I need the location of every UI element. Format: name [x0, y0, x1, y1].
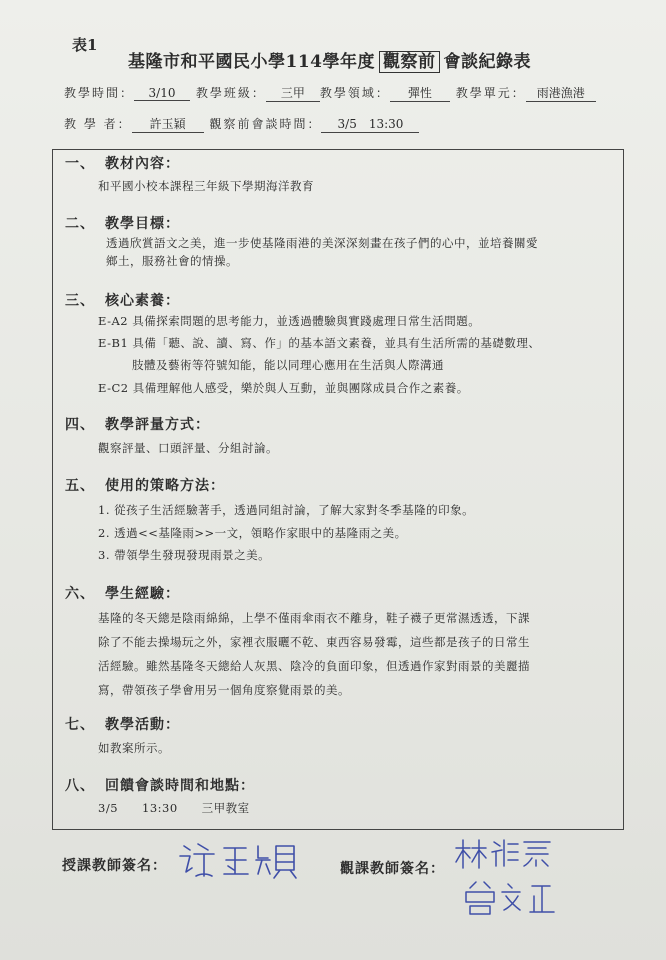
title-main: 基隆市和平國民小學114學年度 [128, 52, 375, 72]
title-boxed-stage: 觀察前 [379, 51, 440, 73]
unit-value: 雨港漁港 [526, 84, 596, 102]
teacher-value: 許玉穎 [132, 115, 204, 133]
unit-label: 教學單元： [455, 86, 526, 100]
section-4-text: 觀察評量、口頭評量、分組討論。 [98, 441, 278, 455]
section-8-text: 3/5 13:30 三甲教室 [98, 801, 250, 815]
conference-time-value: 3/5 13:30 [321, 115, 419, 133]
teacher-signature-image [176, 838, 300, 884]
title-suffix: 會談紀錄表 [443, 52, 531, 72]
section-5-line-1: 1. 從孩子生活經驗著手，透過同組討論，了解大家對冬季基隆的印象。 [98, 503, 475, 517]
section-6-line-1: 基隆的冬天總是陰雨綿綿，上學不僅雨傘雨衣不離身，鞋子襪子更常濕透透，下課 [98, 611, 530, 625]
section-6-line-4: 寫，帶領孩子學會用另一個角度察覺雨景的美。 [98, 683, 350, 697]
section-6-line-3: 活經驗。雖然基隆冬天總給人灰黑、陰冷的負面印象，但透過作家對雨景的美麗描 [98, 659, 530, 673]
section-5-heading: 五、 使用的策略方法： [65, 478, 225, 494]
meta-row-1 [64, 84, 596, 102]
teacher-label: 教 學 者： [64, 117, 132, 131]
section-7-text: 如教案所示。 [98, 741, 170, 755]
section-3-heading: 三、 核心素養： [65, 293, 180, 309]
section-3-line-4: E-C2 具備理解他人感受，樂於與人互動，並與團隊成員合作之素養。 [98, 381, 469, 395]
section-5-line-3: 3. 帶領學生發現發現雨景之美。 [98, 548, 271, 562]
class-label: 教學班級： [195, 86, 266, 100]
section-2-heading: 二、 教學目標： [65, 216, 180, 232]
meta-row-2 [64, 115, 419, 133]
section-1-heading: 一、 教材內容： [65, 156, 180, 172]
observer-signature-label: 觀課教師簽名： [340, 861, 445, 877]
section-5-line-2: 2. 透過<<基隆雨>>一文，領略作家眼中的基隆雨之美。 [98, 526, 407, 540]
time-value: 3/10 [134, 86, 190, 101]
section-2-line-1: 透過欣賞語文之美，進一步使基隆雨港的美深深刻畫在孩子們的心中，並培養關愛 [106, 236, 538, 250]
section-3-line-1: E-A2 具備探索問題的思考能力，並透過體驗與實踐處理日常生活問題。 [98, 314, 481, 328]
domain-value: 彈性 [390, 84, 450, 102]
section-6-line-2: 除了不能去操場玩之外，家裡衣服曬不乾、東西容易發霉，這些都是孩子的日常生 [98, 635, 530, 649]
section-1-text: 和平國小校本課程三年級下學期海洋教育 [98, 179, 314, 193]
section-8-heading: 八、 回饋會談時間和地點： [65, 778, 255, 794]
class-value: 三甲 [266, 84, 320, 102]
section-6-heading: 六、 學生經驗： [65, 586, 180, 602]
section-3-line-2: E-B1 具備「聽、說、讀、寫、作」的基本語文素養，並具有生活所需的基礎數理、 [98, 336, 541, 350]
page-title [128, 47, 531, 72]
form-label: 表1 [72, 36, 98, 54]
section-4-heading: 四、 教學評量方式： [65, 417, 210, 433]
section-3-line-3: 肢體及藝術等符號知能，能以同理心應用在生活與人際溝通 [132, 358, 444, 372]
section-2-line-2: 鄉土，服務社會的情操。 [106, 254, 238, 268]
observer-signature-image [452, 836, 562, 918]
teacher-signature-label: 授課教師簽名： [62, 858, 167, 874]
time-label: 教學時間： [64, 86, 135, 100]
section-7-heading: 七、 教學活動： [65, 717, 180, 733]
conference-time-label: 觀察前會談時間： [209, 117, 322, 131]
domain-label: 教學領域： [319, 86, 390, 100]
